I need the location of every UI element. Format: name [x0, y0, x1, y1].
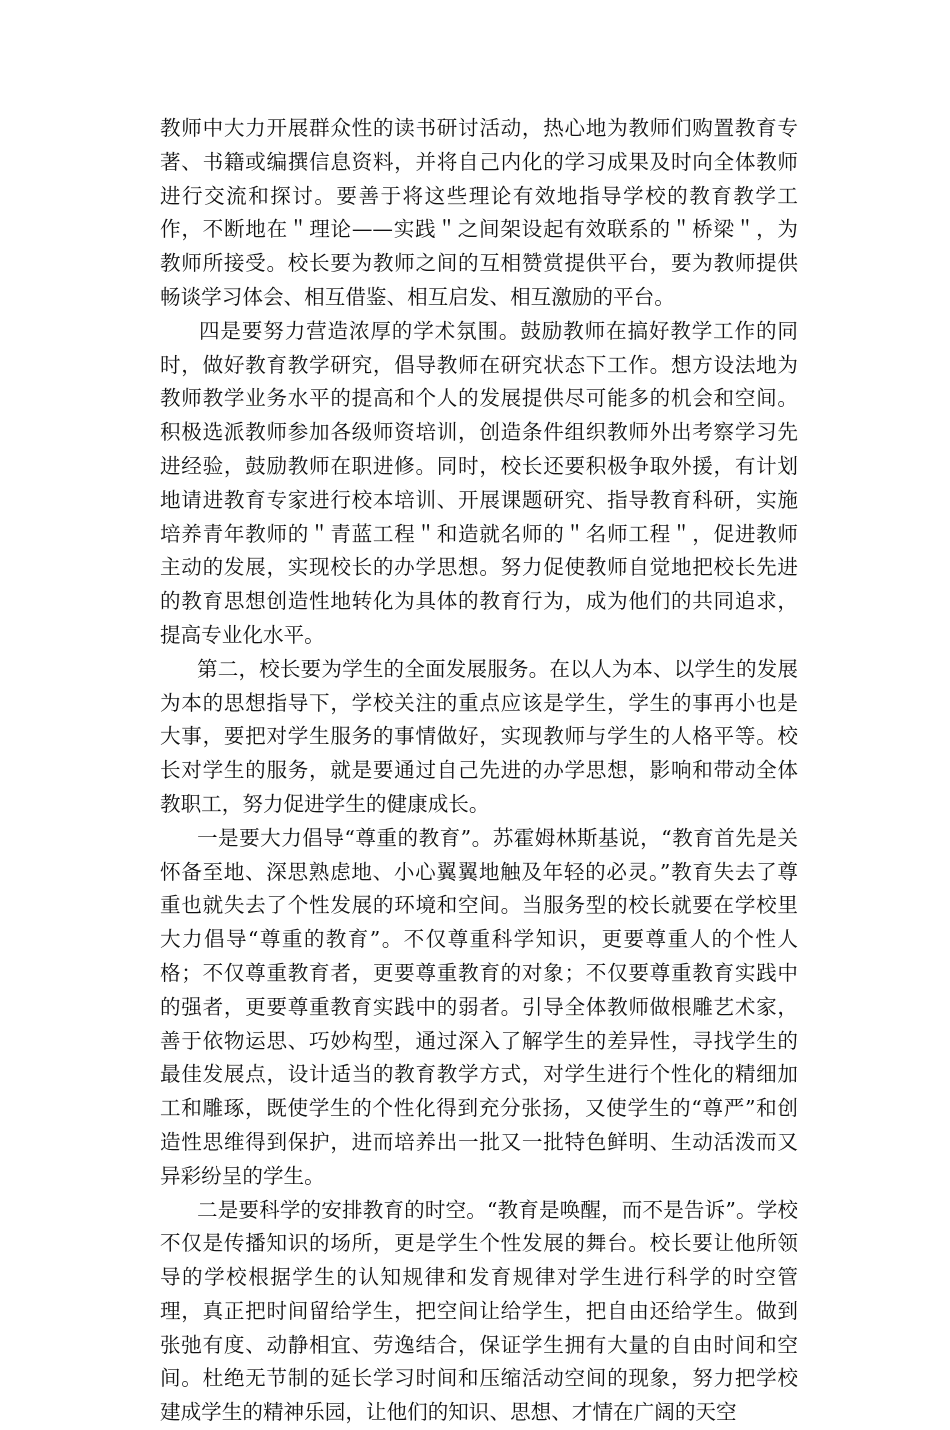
- paragraph-academic-atmosphere: 四是要努力营造浓厚的学术氛围。鼓励教师在搞好教学工作的同时，做好教育教学研究，倡导教师在研究状态下工作。想方设法地为教师教学业务水平的提高和个人的发展提供尽可能多的机会和空间。积极选派教师参加各级师资培训，创造条件组织教师外出考察学习先进经验，鼓励教师在职进修。同时，校长还要积极争取外援，有计划地请进教育专家进行校本培训、开展课题研究、指导教育科研，实施培养青年教师的＂青蓝工程＂和造就名师的＂名师工程＂，促进教师主动的发展，实现校长的办学思想。努力促使教师自觉地把校长先进的教育思想创造性地转化为具体的教育行为，成为他们的共同追求，提高专业化水平。: [160, 315, 798, 653]
- document-body: [160, 112, 798, 1430]
- paragraph-serve-students: 第二，校长要为学生的全面发展服务。在以人为本、以学生的发展为本的思想指导下，学校关注的重点应该是学生，学生的事再小也是大事，要把对学生服务的事情做好，实现教师与学生的人格平等。校长对学生的服务，就是要通过自己先进的办学思想，影响和带动全体教职工，努力促进学生的健康成长。: [160, 653, 798, 822]
- paragraph-respectful-education: 一是要大力倡导“尊重的教育”。苏霍姆林斯基说，“教育首先是关怀备至地、深思熟虑地、小心翼翼地触及年轻的必灵。”教育失去了尊重也就失去了个性发展的环境和空间。当服务型的校长就要在学校里大力倡导“尊重的教育”。不仅尊重科学知识，更要尊重人的个性人格；不仅尊重教育者，更要尊重教育的对象；不仅要尊重教育实践中的强者，更要尊重教育实践中的弱者。引导全体教师做根雕艺术家，善于依物运思、巧妙构型，通过深入了解学生的差异性，寻找学生的最佳发展点，设计适当的教育教学方式，对学生进行个性化的精细加工和雕琢，既使学生的个性化得到充分张扬，又使学生的“尊严”和创造性思维得到保护，进而培养出一批又一批特色鲜明、生动活泼而又异彩纷呈的学生。: [160, 822, 798, 1194]
- paragraph-teacher-reading-activities: 教师中大力开展群众性的读书研讨活动，热心地为教师们购置教育专著、书籍或编撰信息资料，并将自己内化的学习成果及时向全体教师进行交流和探讨。要善于将这些理论有效地指导学校的教育教学工作，不断地在＂理论——实践＂之间架设起有效联系的＂桥梁＂，为教师所接受。校长要为教师之间的互相赞赏提供平台，要为教师提供畅谈学习体会、相互借鉴、相互启发、相互激励的平台。: [160, 112, 798, 315]
- paragraph-time-space-arrangement: 二是要科学的安排教育的时空。“教育是唤醒，而不是告诉”。学校不仅是传播知识的场所，更是学生个性发展的舞台。校长要让他所领导的学校根据学生的认知规律和发育规律对学生进行科学的时空管理，真正把时间留给学生，把空间让给学生，把自由还给学生。做到张弛有度、动静相宜、劳逸结合，保证学生拥有大量的自由时间和空间。杜绝无节制的延长学习时间和压缩活动空间的现象，努力把学校建成学生的精神乐园，让他们的知识、思想、才情在广阔的天空: [160, 1194, 798, 1430]
